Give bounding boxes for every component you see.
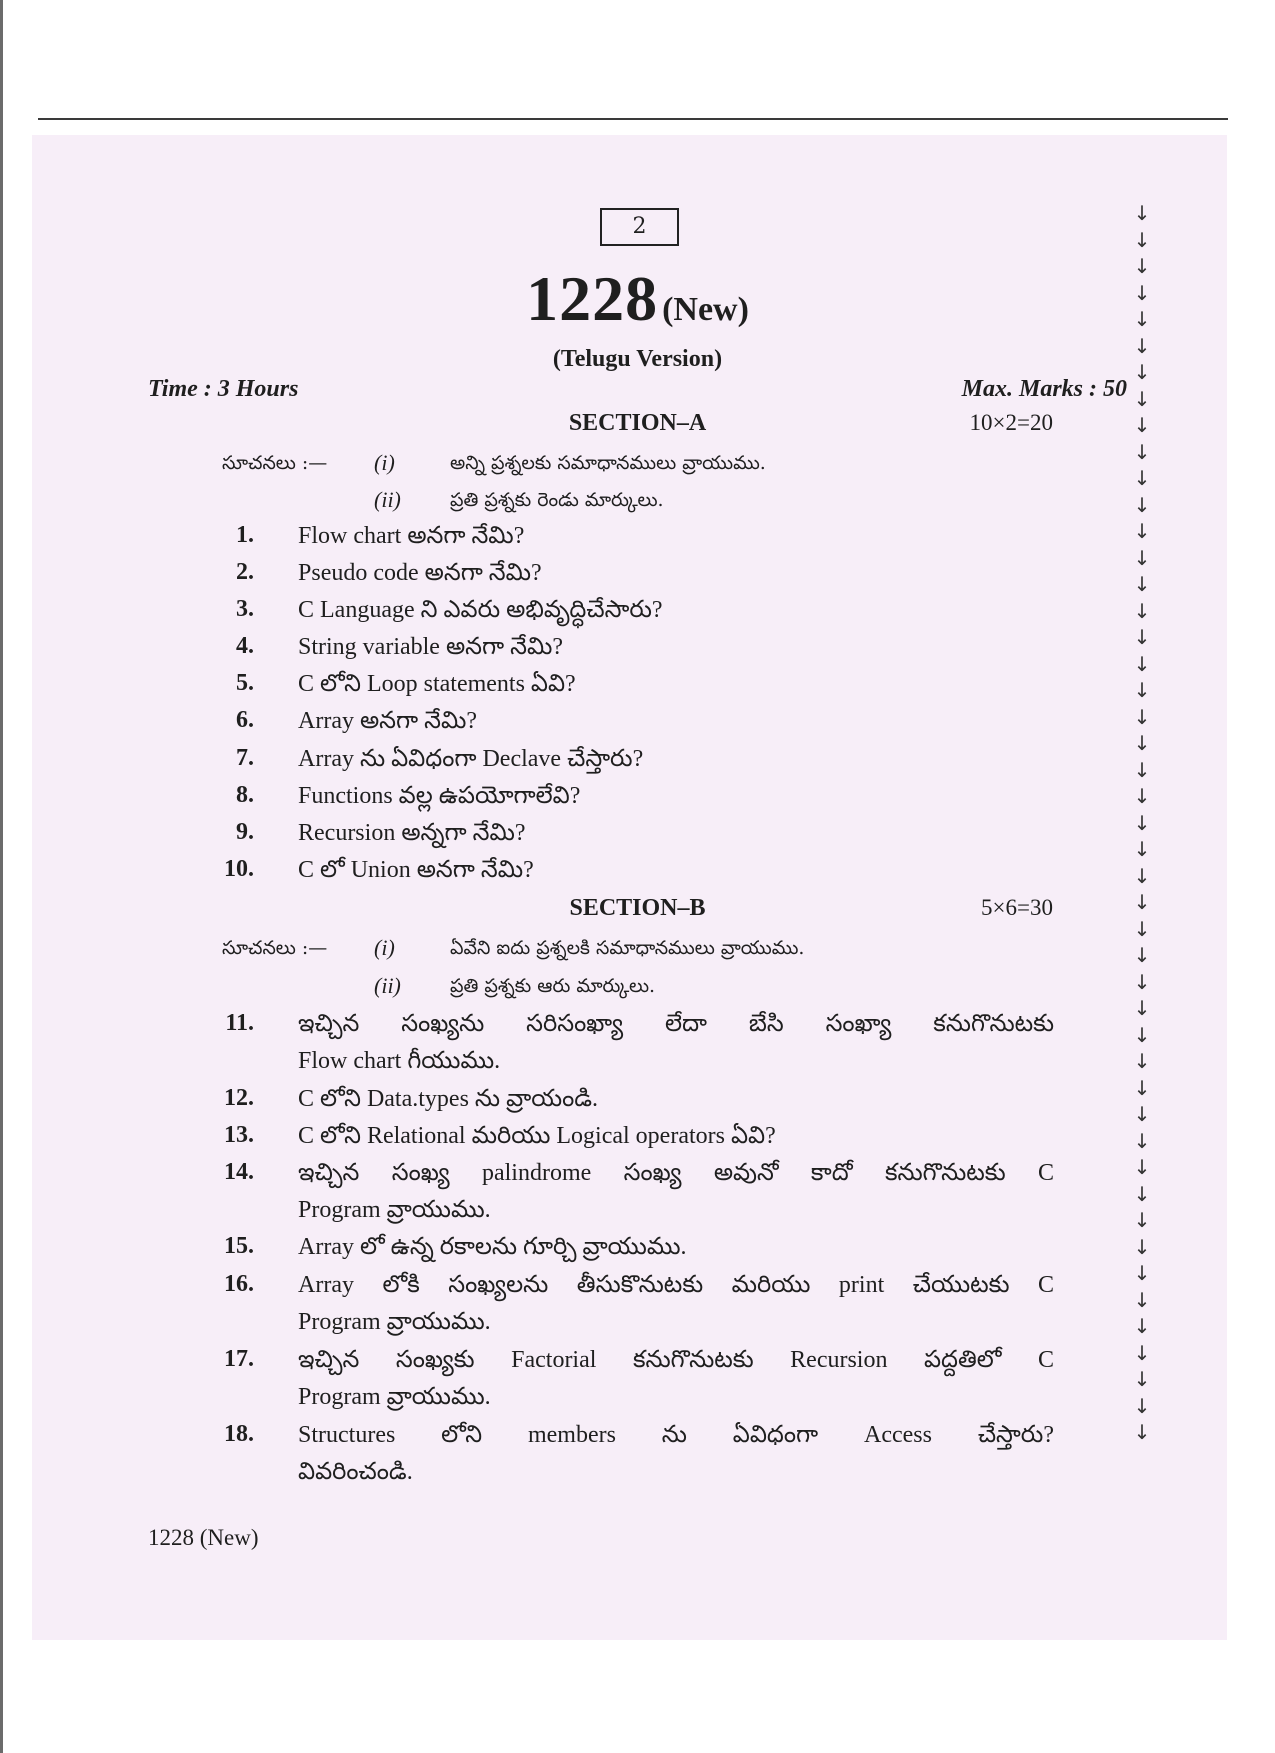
margin-arrow-icon: ↓ bbox=[1133, 916, 1151, 941]
margin-arrow-icon: ↓ bbox=[1133, 943, 1151, 967]
question-text: C లో Union అనగా నేమి? bbox=[298, 857, 534, 883]
question-number: 12. bbox=[224, 1085, 254, 1111]
paper-code-heading bbox=[0, 262, 1275, 336]
question-text: Structures లోని members ను ఏవిధంగా Access చేస్తారు? bbox=[298, 1422, 1054, 1448]
margin-arrow-icon: ↓ bbox=[1133, 360, 1151, 384]
top-rule bbox=[38, 118, 1228, 120]
question-text-continued: Program వ్రాయుము. bbox=[298, 1309, 491, 1335]
question-number: 4. bbox=[236, 633, 254, 659]
margin-arrow-icon: ↓ bbox=[1133, 413, 1151, 437]
max-marks: Max. Marks : 50 bbox=[961, 376, 1127, 402]
time-allowed: Time : 3 Hours bbox=[148, 376, 299, 402]
question-number: 11. bbox=[225, 1010, 254, 1036]
margin-arrow-icon: ↓ bbox=[1133, 1287, 1151, 1312]
footer-paper-code: 1228 (New) bbox=[148, 1525, 259, 1550]
question-number: 6. bbox=[236, 707, 254, 733]
section-b-note-text: ఏవేని ఐదు ప్రశ్నలకి సమాధానములు వ్రాయుము. bbox=[450, 937, 805, 959]
margin-arrow-icon: ↓ bbox=[1133, 466, 1151, 490]
question-text: ఇచ్చిన సంఖ్య palindrome సంఖ్య అవునో కాదో కనుగొనుటకు C bbox=[298, 1160, 1054, 1186]
margin-arrow-icon: ↓ bbox=[1133, 333, 1151, 358]
question-text: Flow chart అనగా నేమి? bbox=[298, 523, 525, 549]
section-a-note-roman: (i) bbox=[374, 450, 395, 475]
section-b-note-text: ప్రతి ప్రశ్నకు ఆరు మార్కులు. bbox=[450, 975, 656, 997]
question-number: 10. bbox=[224, 856, 254, 882]
question-number: 15. bbox=[224, 1233, 254, 1259]
question-text: C లోని Data.types ను వ్రాయండి. bbox=[298, 1086, 599, 1112]
question-number: 2. bbox=[236, 559, 254, 585]
margin-arrow-icon: ↓ bbox=[1133, 1261, 1151, 1285]
question-text-continued: Program వ్రాయుము. bbox=[298, 1197, 491, 1223]
question-text: C Language ని ఎవరు అభివృద్ధిచేసారు? bbox=[298, 597, 663, 623]
margin-arrow-icon: ↓ bbox=[1133, 280, 1151, 305]
margin-arrow-icon: ↓ bbox=[1133, 996, 1151, 1020]
question-number: 13. bbox=[224, 1122, 254, 1148]
margin-arrow-icon: ↓ bbox=[1133, 704, 1151, 729]
question-number: 14. bbox=[224, 1159, 254, 1185]
margin-arrow-icon: ↓ bbox=[1133, 969, 1151, 994]
question-text: String variable అనగా నేమి? bbox=[298, 634, 564, 660]
margin-arrow-icon: ↓ bbox=[1133, 1128, 1151, 1153]
margin-arrow-icon: ↓ bbox=[1133, 651, 1151, 676]
margin-arrow-icon: ↓ bbox=[1133, 519, 1151, 543]
question-text: Array అనగా నేమి? bbox=[298, 708, 478, 734]
margin-arrow-icon: ↓ bbox=[1133, 307, 1151, 331]
margin-arrow-icon: ↓ bbox=[1133, 678, 1151, 702]
question-text: ఇచ్చిన సంఖ్యకు Factorial కనుగొనుటకు Recursion పద్దతిలో C bbox=[298, 1347, 1054, 1373]
question-number: 5. bbox=[236, 670, 254, 696]
margin-arrow-icon: ↓ bbox=[1133, 1314, 1151, 1338]
question-number: 8. bbox=[236, 782, 254, 808]
question-text: ఇచ్చిన సంఖ్యను సరిసంఖ్యా లేదా బేసి సంఖ్యా కనుగొనుటకు bbox=[298, 1011, 1054, 1037]
section-a-note-text: ప్రతి ప్రశ్నకు రెండు మార్కులు. bbox=[450, 489, 664, 511]
margin-arrow-icon: ↓ bbox=[1133, 1102, 1151, 1126]
question-number: 9. bbox=[236, 819, 254, 845]
margin-arrow-icon: ↓ bbox=[1133, 731, 1151, 755]
question-text: Array లోకి సంఖ్యలను తీసుకొనుటకు మరియు print చేయుటకు C bbox=[298, 1272, 1054, 1298]
question-text-continued: Program వ్రాయుము. bbox=[298, 1384, 491, 1410]
question-number: 17. bbox=[224, 1346, 254, 1372]
question-number: 1. bbox=[236, 522, 254, 548]
question-text: Array ను ఏవిధంగా Declave చేస్తారు? bbox=[298, 746, 644, 772]
margin-arrow-icon: ↓ bbox=[1133, 784, 1151, 808]
margin-arrow-icon: ↓ bbox=[1133, 1234, 1151, 1259]
margin-arrow-icon: ↓ bbox=[1133, 1075, 1151, 1100]
margin-arrow-icon: ↓ bbox=[1133, 545, 1151, 570]
margin-arrow-icon: ↓ bbox=[1133, 810, 1151, 835]
margin-arrow-icon: ↓ bbox=[1133, 1049, 1151, 1073]
question-number: 18. bbox=[224, 1421, 254, 1447]
margin-arrow-icon: ↓ bbox=[1133, 1393, 1151, 1418]
version-label: (Telugu Version) bbox=[552, 346, 723, 372]
section-a-note-text: అన్ని ప్రశ్నలకు సమాధానములు వ్రాయుము. bbox=[450, 452, 766, 474]
margin-arrow-icon: ↓ bbox=[1133, 439, 1151, 464]
section-a-title: SECTION–A bbox=[568, 410, 707, 436]
question-text: Recursion అన్నగా నేమి? bbox=[298, 820, 526, 846]
margin-arrow-icon: ↓ bbox=[1133, 386, 1151, 411]
question-text: Pseudo code అనగా నేమి? bbox=[298, 560, 542, 586]
section-a-marks: 10×2=20 bbox=[969, 410, 1053, 435]
margin-arrow-icon: ↓ bbox=[1133, 1420, 1151, 1444]
margin-arrow-icon: ↓ bbox=[1133, 598, 1151, 623]
question-text-continued: వివరించండి. bbox=[298, 1459, 413, 1485]
margin-arrow-icon: ↓ bbox=[1133, 890, 1151, 914]
question-number: 3. bbox=[236, 596, 254, 622]
paper-code-suffix: (New) bbox=[662, 291, 749, 328]
section-b-title: SECTION–B bbox=[569, 895, 706, 921]
margin-arrow-icon: ↓ bbox=[1133, 572, 1151, 596]
section-b-note-label: సూచనలు :— bbox=[222, 937, 328, 959]
question-number: 16. bbox=[224, 1271, 254, 1297]
margin-arrow-icon: ↓ bbox=[1133, 1181, 1151, 1206]
margin-arrow-icon: ↓ bbox=[1133, 1367, 1151, 1391]
margin-arrow-icon: ↓ bbox=[1133, 1022, 1151, 1047]
question-text: C లోని Loop statements ఏవి? bbox=[298, 671, 576, 697]
margin-arrow-icon: ↓ bbox=[1133, 227, 1151, 252]
section-a-note-label: సూచనలు :— bbox=[222, 452, 328, 474]
section-b-note-roman: (i) bbox=[374, 935, 395, 960]
margin-arrow-icon: ↓ bbox=[1133, 492, 1151, 517]
margin-arrow-icon: ↓ bbox=[1133, 254, 1151, 278]
margin-arrow-icon: ↓ bbox=[1133, 863, 1151, 888]
question-text: C లోని Relational మరియు Logical operators ఏవి? bbox=[298, 1123, 776, 1149]
page-number: 2 bbox=[600, 208, 679, 246]
section-b-note-roman: (ii) bbox=[374, 973, 401, 998]
section-b-marks: 5×6=30 bbox=[981, 895, 1053, 920]
margin-arrow-icon: ↓ bbox=[1133, 1155, 1151, 1179]
question-text: Array లో ఉన్న రకాలను గూర్చి వ్రాయుము. bbox=[298, 1234, 687, 1260]
margin-arrow-icon: ↓ bbox=[1133, 1340, 1151, 1365]
margin-arrow-column bbox=[1127, 200, 1157, 1446]
question-text: Functions వల్ల ఉపయోగాలేవి? bbox=[298, 783, 581, 809]
margin-arrow-icon: ↓ bbox=[1133, 201, 1151, 225]
question-text-continued: Flow chart గీయుము. bbox=[298, 1048, 501, 1074]
paper-code: 1228 bbox=[526, 263, 659, 334]
margin-arrow-icon: ↓ bbox=[1133, 625, 1151, 649]
margin-arrow-icon: ↓ bbox=[1133, 837, 1151, 861]
margin-arrow-icon: ↓ bbox=[1133, 757, 1151, 782]
margin-arrow-icon: ↓ bbox=[1133, 1208, 1151, 1232]
question-number: 7. bbox=[236, 745, 254, 771]
section-a-note-roman: (ii) bbox=[374, 487, 401, 512]
